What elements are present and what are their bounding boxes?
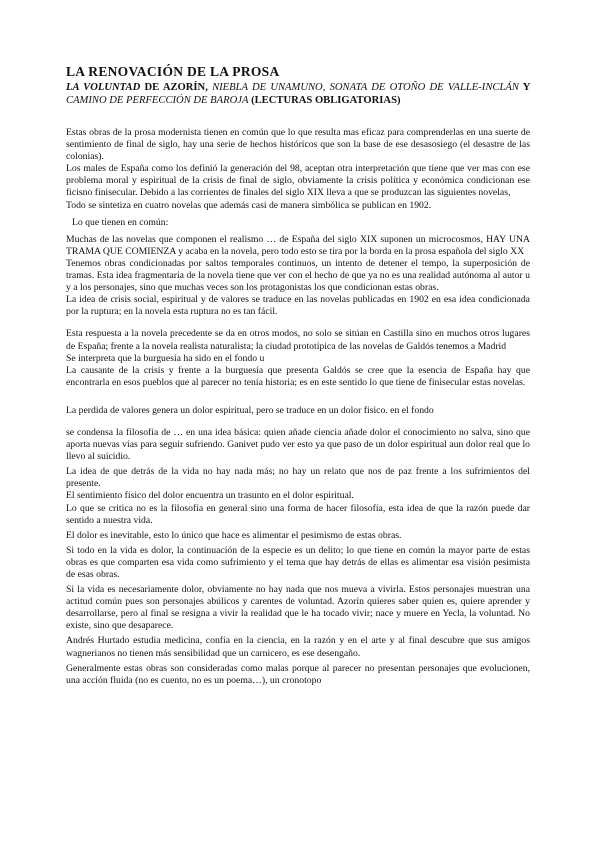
paragraph: La idea de crisis social, espiritual y de valores se traduce en las novelas publicadas en 1902 en esa idea condicionada por la ruptura; en la novela esta ruptura no es tan fácil. bbox=[66, 294, 530, 318]
paragraph: La idea de que detrás de la vida no hay nada más; no hay un relato que nos de paz frente a los sufrimientos del presente. bbox=[66, 466, 530, 490]
subtitle-note: (LECTURAS OBLIGATORIAS) bbox=[248, 95, 401, 106]
paragraph: Lo que se critica no es la filosofía en general sino una forma de hacer filosofía, esta idea de que la razón puede dar sentido a nuestra vida. bbox=[66, 502, 530, 526]
paragraph: Lo que tienen en común: bbox=[72, 216, 169, 228]
subtitle-work-4: CAMINO DE PERFECCIÓN DE BAROJA bbox=[66, 95, 249, 106]
subtitle-works-2: NIEBLA DE UNAMUNO, SONATA DE OTOÑO DE VALLE-INCLÁN bbox=[207, 82, 519, 93]
subtitle-work-1: LA VOLUNTAD bbox=[66, 82, 141, 93]
paragraph: se condensa la filosofía de … en una idea básica: quien añade ciencia añade dolor el conocimiento no salva, sino que aporta nuevas vías para seguir sufriendo. Ganivet pudo ver esto ya que paso de un dolor espiritual aun dolor real que lo llevo al suicidio. bbox=[66, 426, 530, 463]
document-subtitle bbox=[66, 81, 530, 107]
paragraph: Generalmente estas obras son consideradas como malas porque al parecer no presentan personajes que evolucionen, una acción fluida (no es cuento, no es un poema…), un cronotopo bbox=[66, 662, 530, 686]
paragraph: El sentimiento físico del dolor encuentra un trasunto en el dolor espiritual. bbox=[66, 490, 354, 502]
paragraph: Si la vida es necesariamente dolor, obviamente no hay nada que nos mueva a vivirla. Estos personajes muestran una actitud común pues son personajes abúlicos y carentes de voluntad. Azorín quieres saber quien es, quiere aprender y desarrollarse, pero al final se resigna a vivir la realidad que le ha tocado vivir; nace y muere en Yecla, la voluntad. No existe, sino que desaparece. bbox=[66, 584, 530, 632]
paragraph: Estas obras de la prosa modernista tienen en común que lo que resulta mas eficaz para comprenderlas en una suerte de sentimiento de final de siglo, hay una serie de hechos históricos que son la base de ese desasosiego (el desastre de las colonias). bbox=[66, 127, 530, 163]
paragraph: Si todo en la vida es dolor, la continuación de la especie es un delito; lo que tiene en común la mayor parte de estas obras es que comparten esa vida como sufrimiento y el tema que hay detrás de ellas es alimentar esa visión pesimista de esas obras. bbox=[66, 544, 530, 580]
paragraph: Los males de España como los definió la generación del 98, aceptan otra interpretación que tiene que ver mas con ese problema moral y espiritual de la crisis de final de siglo, obviamente la crisis política y económica condicionan ese ficisno finisecular. Debido a las corrientes de finales del siglo XIX lleva a que se produzcan las siguientes novelas, bbox=[66, 163, 530, 199]
paragraph: Tenemos obras condicionadas por saltos temporales continuos, un intento de detener el tempo, la superposición de tramas. Esta idea fragmentaria de la novela tiene que ver con el hecho de que ya no es una realidad autónoma al autor u y a los personajes, sino que muchas veces son los protagonistas los que condicionan estas obras. bbox=[66, 257, 530, 294]
subtitle-connector-1: DE bbox=[140, 82, 163, 93]
paragraph: Muchas de las novelas que componen el realismo … de España del siglo XIX suponen un microcosmos, HAY UNA TRAMA QUE COMIENZA y acaba en la novela, pero todo esto se tira por la borda en la prosa española del siglo XX bbox=[66, 233, 530, 257]
subtitle-connector-2: Y bbox=[518, 82, 530, 93]
paragraph: El dolor es inevitable, esto lo único que hace es alimentar el pesimismo de estas obras. bbox=[66, 529, 402, 541]
paragraph: La causante de la crisis y frente a la burguesía que presenta Galdós se cree que la esencia de España hay que encontrarla en esos pueblos que al parecer no tenía historia; es en este sentido lo que tiene de finisecular estas novelas. bbox=[66, 364, 530, 388]
document-title: LA RENOVACIÓN DE LA PROSA bbox=[66, 64, 280, 79]
paragraph: Todo se sintetiza en cuatro novelas que además casi de manera simbólica se publican en 1902. bbox=[66, 199, 432, 211]
paragraph: Se interpreta que la burguesía ha sido en el fondo u bbox=[66, 352, 265, 364]
subtitle-author-1: AZORÍN, bbox=[162, 82, 208, 93]
paragraph: Esta respuesta a la novela precedente se da en otros modos, no solo se sitúan en Castilla sino en muchos otros lugares de España; frente a la novela realista naturalista; la ciudad prototípica de las novelas de Galdós tenemos a Madrid bbox=[66, 328, 530, 352]
paragraph: Andrés Hurtado estudia medicina, confía en la ciencia, en la razón y en el arte y al final descubre que sus amigos wagnerianos no tienen más sensibilidad que un carnicero, es ese desengaño. bbox=[66, 635, 530, 659]
paragraph: La perdida de valores genera un dolor espiritual, pero se traduce en un dolor físico. en el fondo bbox=[66, 404, 434, 416]
